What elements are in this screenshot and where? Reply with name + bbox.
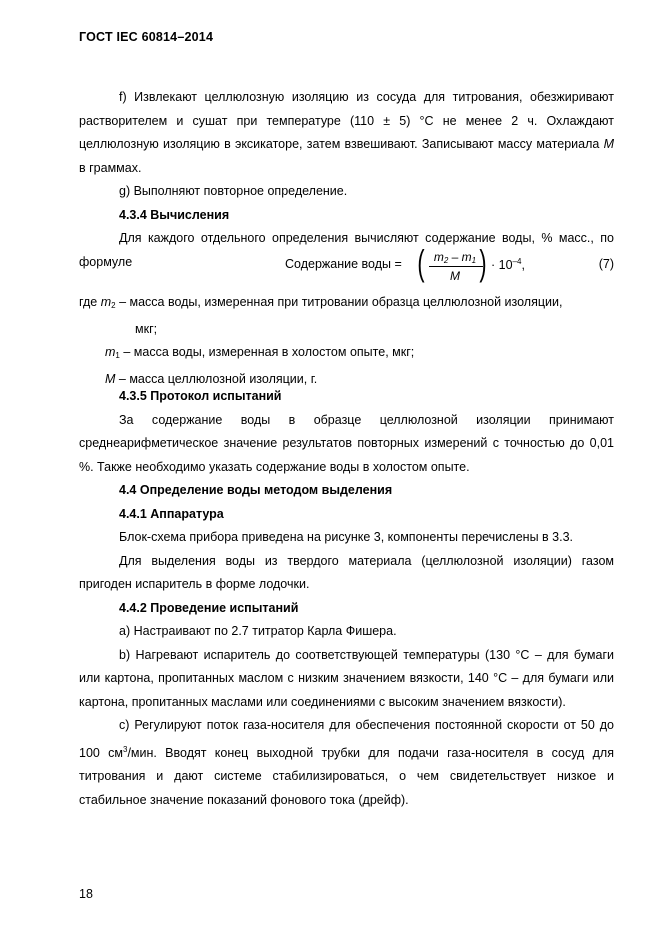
formula-numerator: $m_2 - m_1$ [433, 250, 477, 265]
fraction-bar [429, 266, 483, 267]
formula-factor: · $10^{-4}$, [491, 257, 525, 272]
document-header: ГОСТ IEC 60814–2014 [79, 30, 214, 44]
section-heading-4-4: 4.4 Определение воды методом выделения [119, 483, 393, 497]
apparatus-text-1: Блок-схема прибора приведена на рисунке 3, компоненты перечислены в 3.3. [119, 530, 573, 544]
right-paren: ) [479, 242, 487, 283]
section-heading-4-3-5: 4.3.5 Протокол испытаний [119, 389, 282, 403]
where-m2: где $m_2$ – масса воды, измеренная при титровании образца целлюлозной изоляции, [79, 295, 563, 310]
step-b: b) Нагревают испаритель до соответствующей температуры (130 °С – для бумаги или картона, пропитанных маслом с низким значением вязкости, 140 °С – для бумаги или картона, пропитанных маслами или соединениями с высоким значением вязкости). [79, 647, 614, 709]
protocol-text: За содержание воды в образце целлюлозной изоляции принимают среднеарифметическое значение результатов повторных измерений с точностью до 0,01 %. Также необходимо указать содержание воды в холостом опыте. [79, 412, 614, 474]
step-a: а) Настраивают по 2.7 титратор Карла Фишера. [119, 624, 397, 638]
where-M: M – масса целлюлозной изоляции, г. [105, 371, 318, 386]
calc-intro: Для каждого отдельного определения вычисляют содержание воды, % масс., по формуле [79, 231, 614, 269]
step-c: с) Регулируют поток газа-носителя для обеспечения постоянной скорости от 50 до 100 $см^3$/мин. Вводят конец выходной трубки для подачи газа-носителя в сосуд для титрования и дают системе стабилизироваться, о чем свидетельствует низкое и стабильное значение показаний фонового тока (дрейф). [79, 718, 614, 807]
section-heading-4-4-1: 4.4.1 Аппаратура [119, 506, 224, 521]
formula-7 [79, 243, 614, 291]
section-heading-4-4-2: 4.4.2 Проведение испытаний [119, 600, 299, 615]
mass-variable: M [603, 137, 614, 151]
formula-denominator: M [450, 269, 460, 283]
formula-label: Содержание воды = [285, 257, 402, 271]
text-block-main [79, 385, 614, 812]
page-number: 18 [79, 887, 93, 901]
section-heading-4-3-4: 4.3.4 Вычисления [119, 207, 230, 222]
formula-number: (7) [598, 257, 614, 271]
paragraph-f [79, 86, 614, 180]
where-m2-unit: мкг; [135, 321, 158, 336]
formula-fraction [419, 243, 559, 291]
paragraph-f-end: в граммах. [79, 160, 142, 175]
paragraph-g: g) Выполняют повторное определение. [119, 184, 348, 198]
paragraph-f-text: f) Извлекают целлюлозную изоляцию из сосуда для титрования, обезжиривают растворителем и сушат при температуре (110 ± 5) °С не менее 2 ч. Охлаждают целлюлозную изоляцию в эксикаторе, затем взвешивают. Записывают массу материала [79, 90, 614, 151]
where-m1: $m_1$ – масса воды, измеренная в холостом опыте, мкг; [105, 345, 415, 360]
apparatus-text-2: Для выделения воды из твердого материала (целлюлозной изоляции) газом пригоден испаритель в форме лодочки. [79, 553, 614, 591]
left-paren: ( [417, 242, 425, 283]
where-block [79, 291, 614, 391]
